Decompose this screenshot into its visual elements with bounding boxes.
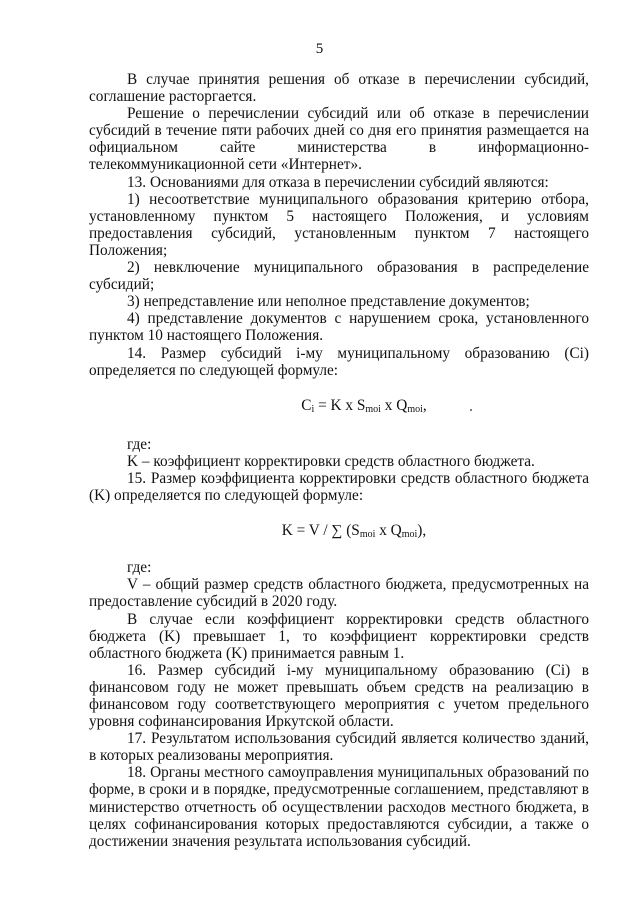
paragraph: 2) невключение муниципального образования в распределение субсидий;: [89, 259, 589, 294]
formula-part: = K x S: [314, 396, 366, 414]
formula-subscript: i: [311, 403, 315, 415]
paragraph: V – общий размер средств областного бюджета, предусмотренных на предоставление субсидий в 2020 году.: [89, 576, 589, 611]
formula-part: x Q: [380, 396, 408, 414]
formula-coefficient: [89, 522, 589, 539]
formula-subscript: moi: [365, 403, 381, 415]
paragraph: 16. Размер субсидий i-му муниципальному образованию (Ci) в финансовом году не может превышать объем средств на реализацию в финансовом году соответствующего мероприятия с учетом предельного уровня софинансирования Иркутской области.: [89, 661, 589, 731]
paragraph: 15. Размер коэффициента корректировки средств областного бюджета (K) определяется по следующей формуле:: [89, 469, 589, 505]
formula-part: x Q: [375, 522, 402, 540]
formula-part: C: [301, 396, 312, 414]
scan-speck: [470, 409, 472, 411]
paragraph: 3) непредставление или неполное представление документов;: [127, 293, 530, 311]
formula-part: K = V / ∑ (S: [281, 522, 360, 540]
paragraph: K – коэффициент корректировки средств областного бюджета.: [127, 452, 535, 470]
paragraph: В случае принятия решения об отказе в перечислении субсидий, соглашение расторгается.: [89, 71, 589, 106]
page-number: 5: [315, 41, 324, 57]
paragraph: где:: [127, 435, 152, 453]
paragraph: 1) несоответствие муниципального образования критерию отбора, установленному пунктом 5 настоящего Положения, и условиям предоставления субсидий, установленным пунктом 7 настоящего Положения;: [89, 190, 589, 259]
paragraph: 17. Результатом использования субсидий является количество зданий, в которых реализованы мероприятия.: [89, 730, 589, 765]
formula-subscript: moi: [359, 529, 376, 541]
paragraph: 4) представление документов с нарушением срока, установленного пунктом 10 настоящего Положения.: [89, 310, 589, 345]
paragraph: 13. Основаниями для отказа в перечислении субсидий являются:: [127, 173, 549, 191]
formula-part: ,: [422, 396, 427, 414]
formula-part: ),: [417, 522, 427, 540]
paragraph: 14. Размер субсидий i-му муниципальному образованию (Ci) определяется по следующей формуле:: [89, 344, 589, 379]
paragraph: 18. Органы местного самоуправления муниципальных образований по форме, в сроки и в порядке, предусмотренные соглашением, представляют в министерство отчетность об осуществлении расходов местного бюджета, в целях софинансирования которых предоставляются субсидии, а также о достижении значения результата использования субсидий.: [89, 764, 589, 850]
paragraph: Решение о перечислении субсидий или об отказе в перечислении субсидий в течение пяти рабочих дней со дня его принятия размещается на официальном сайте министерства в информационно-телекоммуникационной сети «Интернет».: [89, 105, 589, 174]
formula-subscript: moi: [401, 529, 418, 541]
formula-subsidy-size: [89, 397, 589, 414]
paragraph: где:: [127, 559, 152, 577]
paragraph: В случае если коэффициент корректировки средств областного бюджета (K) превышает 1, то коэффициент корректировки средств областного бюджета (K) принимается равным 1.: [89, 610, 589, 662]
formula-subscript: moi: [407, 403, 423, 415]
document-body: [89, 71, 589, 850]
